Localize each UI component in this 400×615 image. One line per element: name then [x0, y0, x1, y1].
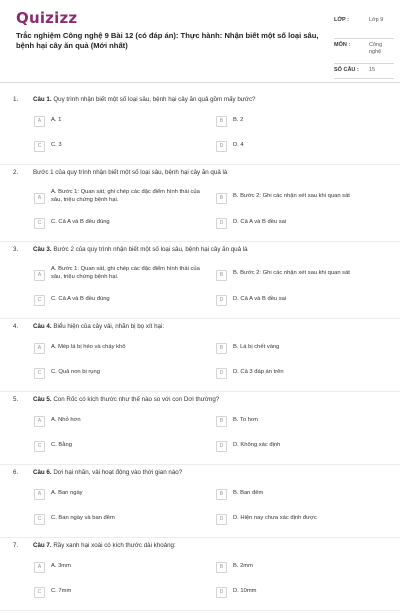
option-text: B. 2mm	[233, 563, 253, 569]
option-letter-box[interactable]: D	[216, 368, 227, 379]
answer-option-a[interactable]	[34, 414, 210, 430]
worksheet-header	[0, 0, 400, 83]
meta-class-value: Lớp 9	[369, 17, 384, 23]
worksheet-meta	[334, 14, 394, 79]
option-letter-box[interactable]: D	[216, 587, 227, 598]
question-label: Câu 7.	[33, 542, 52, 549]
answer-option-c[interactable]	[34, 585, 210, 601]
option-letter-box[interactable]: D	[216, 141, 227, 152]
option-text: B. Lá bị chết vàng	[233, 344, 280, 350]
question-divider	[0, 464, 400, 465]
question-text	[33, 469, 393, 476]
answer-option-b[interactable]	[216, 487, 392, 503]
question-text	[33, 542, 393, 549]
question-text	[33, 396, 393, 403]
option-text: A. 3mm	[51, 563, 71, 569]
option-text: A. Mép lá bị héo và cháy khô	[51, 344, 126, 350]
question-item	[0, 246, 400, 323]
question-text	[33, 96, 393, 103]
option-letter-box[interactable]: C	[34, 218, 45, 229]
question-item	[0, 469, 400, 542]
answer-option-b[interactable]	[216, 187, 392, 203]
answer-option-c[interactable]	[34, 216, 210, 232]
question-item	[0, 323, 400, 396]
question-divider	[0, 318, 400, 319]
answer-option-d[interactable]	[216, 293, 392, 309]
option-text: B. To hơn	[233, 417, 258, 423]
answer-option-d[interactable]	[216, 439, 392, 455]
option-letter-box[interactable]: C	[34, 441, 45, 452]
meta-subject-value: Công nghệ	[369, 42, 383, 55]
answer-option-b[interactable]	[216, 341, 392, 357]
option-text: A. 1	[51, 117, 62, 123]
option-text: D. Cả A và B đều sai	[233, 219, 287, 225]
option-text: A. Bước 1: Quan sát, ghi chép các đặc điểm hình thái của sâu, triệu chứng bệnh hại.	[51, 266, 200, 280]
option-text: C. Ban ngày và ban đêm	[51, 515, 115, 521]
question-body: Dơi hại nhãn, vải hoạt động vào thời gian nào?	[53, 469, 183, 476]
meta-class	[334, 14, 394, 39]
option-letter-box[interactable]: C	[34, 368, 45, 379]
answer-option-a[interactable]	[34, 187, 210, 203]
question-label: Câu 3.	[33, 246, 52, 253]
answer-option-a[interactable]	[34, 264, 210, 280]
meta-class-label: LỚP :	[334, 17, 349, 23]
option-letter-box[interactable]: A	[34, 343, 45, 354]
option-letter-box[interactable]: B	[216, 562, 227, 573]
option-text: C. Cả A và B đều đúng	[51, 219, 110, 225]
question-number: 4.	[13, 323, 19, 330]
question-number: 7.	[13, 542, 19, 549]
option-text: D. 4	[233, 142, 244, 148]
answer-option-c[interactable]	[34, 293, 210, 309]
question-body: Rầy xanh hại xoài có kích thước dài khoảng:	[53, 542, 176, 549]
question-number: 5.	[13, 396, 19, 403]
option-text: A. Nhỏ hơn	[51, 417, 81, 423]
option-text: A. Bước 1: Quan sát, ghi chép các đặc điểm hình thái của sâu, triệu chứng bệnh hại.	[51, 189, 200, 203]
answer-option-d[interactable]	[216, 366, 392, 382]
question-body: Con Rốc có kích thước như thế nào so với con Dơi thường?	[53, 396, 220, 403]
answer-option-a[interactable]	[34, 560, 210, 576]
option-letter-box[interactable]: A	[34, 562, 45, 573]
meta-count	[334, 64, 394, 79]
question-list	[0, 96, 400, 615]
option-text: D. Hiện nay chưa xác định được	[233, 515, 317, 521]
answer-option-c[interactable]	[34, 439, 210, 455]
option-letter-box[interactable]: D	[216, 295, 227, 306]
question-divider	[0, 537, 400, 538]
answer-option-d[interactable]	[216, 139, 392, 155]
answer-option-c[interactable]	[34, 366, 210, 382]
option-letter-box[interactable]: D	[216, 218, 227, 229]
answer-option-b[interactable]	[216, 264, 392, 280]
option-text: D. Không xác định	[233, 442, 281, 448]
option-text: D. Cả A và B đều sai	[233, 296, 287, 302]
option-letter-box[interactable]: D	[216, 441, 227, 452]
answer-option-c[interactable]	[34, 512, 210, 528]
answer-option-c[interactable]	[34, 139, 210, 155]
option-letter-box[interactable]: C	[34, 141, 45, 152]
option-letter-box[interactable]: C	[34, 514, 45, 525]
option-letter-box[interactable]: B	[216, 116, 227, 127]
answer-option-b[interactable]	[216, 114, 392, 130]
question-number: 6.	[13, 469, 19, 476]
question-body: Bước 1 của quy trình nhận biết một số loại sâu, bệnh hại cây ăn quả là	[33, 169, 228, 176]
meta-subject-label: MÔN :	[334, 42, 351, 48]
question-text	[33, 323, 393, 330]
option-text: B. Ban đêm	[233, 490, 264, 496]
option-text: B. Bước 2: Ghi các nhận xét sau khi quan sát	[233, 193, 350, 199]
meta-count-value: 15	[369, 67, 376, 73]
option-letter-box[interactable]: B	[216, 489, 227, 500]
option-text: C. Bằng	[51, 442, 72, 448]
option-letter-box[interactable]: C	[34, 295, 45, 306]
question-label: Câu 6.	[33, 469, 52, 476]
meta-count-label: SỐ CÂU :	[334, 67, 359, 73]
question-item	[0, 96, 400, 169]
option-letter-box[interactable]: A	[34, 416, 45, 427]
answer-option-d[interactable]	[216, 585, 392, 601]
answer-option-a[interactable]	[34, 487, 210, 503]
option-text: C. Quả non bị rụng	[51, 369, 100, 375]
question-body: Quy trình nhận biết một số loại sâu, bệnh hại cây ăn quả gồm mấy bước?	[53, 96, 256, 103]
answer-option-b[interactable]	[216, 560, 392, 576]
question-number: 3.	[13, 246, 19, 253]
answer-option-a[interactable]	[34, 114, 210, 130]
question-divider	[0, 164, 400, 165]
question-label: Câu 4.	[33, 323, 52, 330]
option-letter-box[interactable]: B	[216, 416, 227, 427]
question-divider	[0, 391, 400, 392]
option-text: D. 10mm	[233, 588, 257, 594]
option-letter-box[interactable]: A	[34, 193, 45, 204]
option-text: B. Bước 2: Ghi các nhận xét sau khi quan sát	[233, 270, 350, 276]
answer-option-b[interactable]	[216, 414, 392, 430]
question-body: Bước 2 của quy trình nhận biết một số loại sâu, bệnh hại cây ăn quả là	[53, 246, 248, 253]
question-text	[33, 246, 393, 253]
option-text: D. Cả 3 đáp án trên	[233, 369, 284, 375]
option-letter-box[interactable]: B	[216, 343, 227, 354]
option-letter-box[interactable]: A	[34, 116, 45, 127]
question-divider	[0, 241, 400, 242]
option-letter-box[interactable]: C	[34, 587, 45, 598]
option-text: B. 2	[233, 117, 244, 123]
meta-subject	[334, 39, 394, 64]
option-letter-box[interactable]: B	[216, 193, 227, 204]
worksheet-title: Trắc nghiệm Công nghệ 9 Bài 12 (có đáp án): Thực hành: Nhận biết một số loại sâu, bệnh hại cây ăn quả (Mới nhất)	[16, 31, 319, 50]
option-letter-box[interactable]: A	[34, 270, 45, 281]
answer-option-d[interactable]	[216, 512, 392, 528]
question-item	[0, 542, 400, 615]
question-item	[0, 396, 400, 469]
question-body: Biểu hiện của cây vải, nhãn bị bọ xít hại:	[53, 323, 165, 330]
option-text: A. Ban ngày	[51, 490, 83, 496]
question-text	[33, 169, 393, 176]
question-number: 2.	[13, 169, 19, 176]
question-label: Câu 1.	[33, 96, 52, 103]
question-label: Câu 5.	[33, 396, 52, 403]
question-divider	[0, 610, 400, 611]
option-text: C. Cả A và B đều đúng	[51, 296, 110, 302]
option-letter-box[interactable]: A	[34, 489, 45, 500]
option-text: C. 7mm	[51, 588, 72, 594]
option-letter-box[interactable]: D	[216, 514, 227, 525]
quizizz-logo[interactable]: Quizizz	[16, 9, 78, 27]
option-text: C. 3	[51, 142, 62, 148]
option-letter-box[interactable]: B	[216, 270, 227, 281]
question-item	[0, 169, 400, 246]
answer-option-d[interactable]	[216, 216, 392, 232]
question-number: 1.	[13, 96, 19, 103]
answer-option-a[interactable]	[34, 341, 210, 357]
